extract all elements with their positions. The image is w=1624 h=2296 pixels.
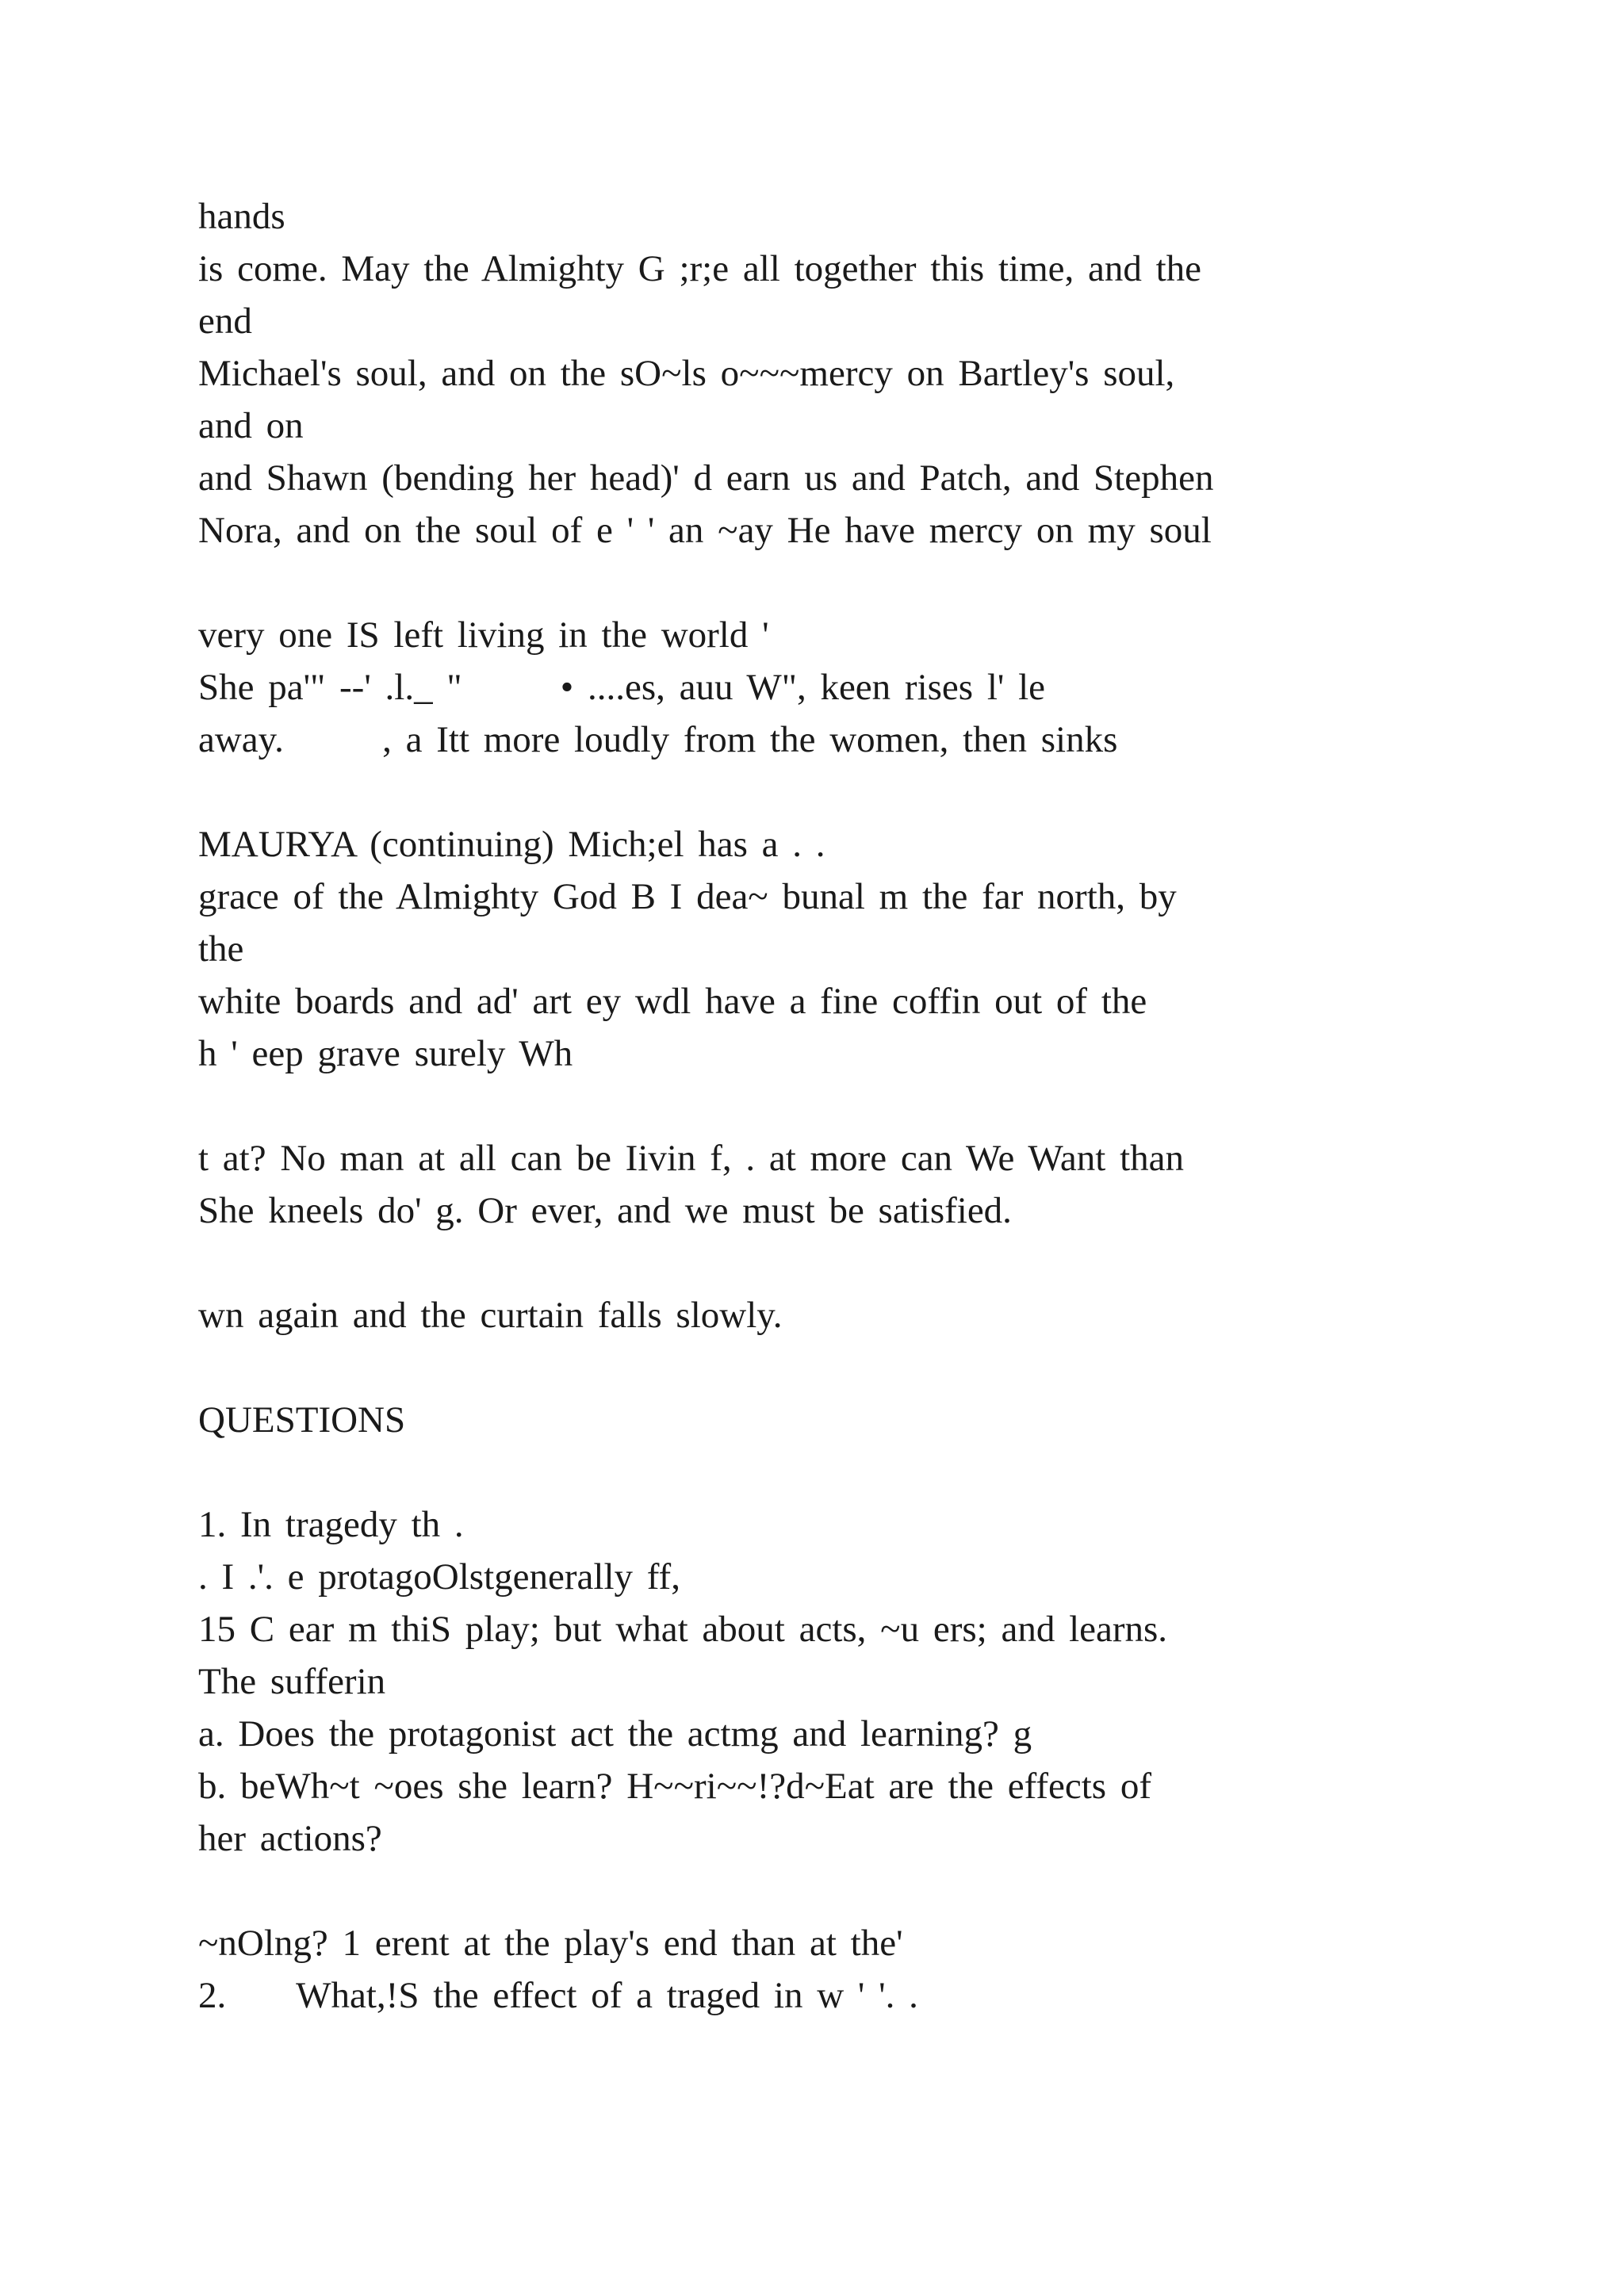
blank-line (198, 1865, 1483, 1917)
text-line: wn again and the curtain falls slowly. (198, 1295, 783, 1336)
question-line: The sufferin (198, 1661, 386, 1702)
text-line: and on (198, 405, 304, 446)
blank-line (198, 1237, 1483, 1289)
text-line: Michael's soul, and on the sO~ls o~~~mercy on Bartley's soul, (198, 353, 1175, 394)
document-page (198, 190, 1483, 2022)
question-line: 1. In tragedy th . (198, 1504, 464, 1545)
text-line: t at? No man at all can be Iivin f, . at more can We Want than (198, 1138, 1185, 1179)
text-line: She pa'" --' .l._ " • ....es, auu W", keen rises l' le (198, 667, 1046, 708)
text-line: She kneels do' g. Or ever, and we must be satisfied. (198, 1190, 1012, 1231)
text-line: white boards and ad' art ey wdl have a fine coffin out of the (198, 981, 1147, 1022)
blank-line (198, 1341, 1483, 1394)
text-line: hands (198, 196, 285, 237)
text-line: away. , a Itt more loudly from the women, then sinks (198, 719, 1118, 760)
text-line: end (198, 300, 252, 342)
blank-line (198, 1446, 1483, 1498)
text-line: is come. May the Almighty G ;r;e all together this time, and the (198, 248, 1202, 289)
blank-line (198, 557, 1483, 609)
text-line: and Shawn (bending her head)' d earn us and Patch, and Stephen (198, 457, 1214, 499)
text-line: MAURYA (continuing) Mich;el has a . . (198, 824, 825, 865)
question-line: her actions? (198, 1818, 382, 1859)
blank-line (198, 1080, 1483, 1132)
text-line: the (198, 928, 244, 970)
question-line: a. Does the protagonist act the actmg and learning? g (198, 1713, 1032, 1755)
text-line: h ' eep grave surely Wh (198, 1033, 573, 1074)
question-line: . I .'. e protagoOlstgenerally ff, (198, 1556, 680, 1598)
question-line: 2. What,!S the effect of a traged in w ' '. . (198, 1975, 918, 2016)
text-line: grace of the Almighty God B I dea~ bunal m the far north, by (198, 876, 1177, 917)
question-line: 15 C ear m thiS play; but what about acts, ~u ers; and learns. (198, 1609, 1168, 1650)
question-line: ~nOlng? 1 erent at the play's end than at the' (198, 1923, 903, 1964)
text-line: Nora, and on the soul of e ' ' an ~ay He have mercy on my soul (198, 510, 1212, 551)
blank-line (198, 766, 1483, 818)
section-heading: QUESTIONS (198, 1399, 406, 1441)
text-line: very one IS left living in the world ' (198, 614, 769, 656)
question-line: b. beWh~t ~oes she learn? H~~ri~~!?d~Eat are the effects of (198, 1766, 1151, 1807)
